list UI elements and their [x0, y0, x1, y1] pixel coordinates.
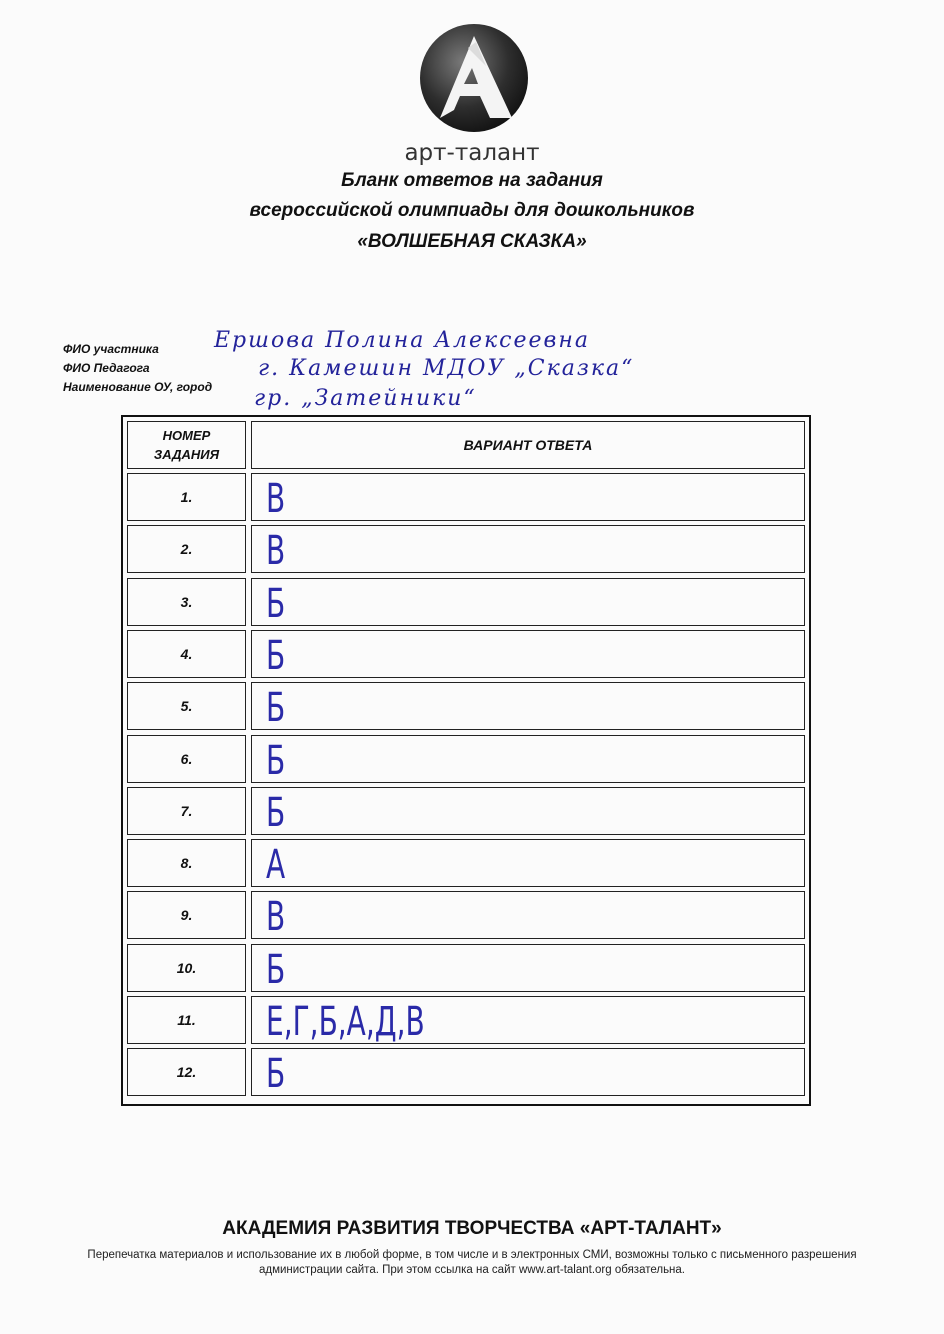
table-row: [123, 682, 809, 734]
table-row: [123, 996, 809, 1048]
task-number-cell: 8.: [127, 839, 246, 887]
answer-cell[interactable]: [251, 944, 805, 992]
table-row: [123, 891, 809, 943]
participant-name-handwritten: Ершова Полина Алексеевна: [214, 328, 590, 353]
answer-cell[interactable]: [251, 839, 805, 887]
title-line-3: «ВОЛШЕБНАЯ СКАЗКА»: [357, 231, 587, 252]
answer-cell[interactable]: [251, 735, 805, 783]
handwritten-answer: В: [266, 476, 286, 522]
table-row: [123, 473, 809, 525]
table-row: [123, 1048, 809, 1100]
task-number-cell: 1.: [127, 473, 246, 521]
handwritten-answer: Б: [266, 685, 286, 732]
task-number-cell: 10.: [127, 944, 246, 992]
task-number-cell: 7.: [127, 787, 246, 835]
answer-cell[interactable]: [251, 682, 805, 730]
handwritten-answer: В: [266, 528, 286, 575]
answer-table: [121, 415, 811, 1106]
table-row: [123, 525, 809, 577]
handwritten-answer: Б: [266, 789, 286, 836]
participant-label: ФИО участника: [63, 342, 159, 356]
handwritten-answer: Б: [266, 580, 286, 627]
header-number-line-1: НОМЕР: [162, 428, 211, 443]
footer-title: АКАДЕМИЯ РАЗВИТИЯ ТВОРЧЕСТВА «АРТ-ТАЛАНТ»: [222, 1218, 722, 1239]
answer-cell[interactable]: [251, 630, 805, 678]
table-row: [123, 578, 809, 630]
task-number-cell: 11.: [127, 996, 246, 1044]
brand-name: арт-талант: [404, 140, 540, 166]
handwritten-answer: Б: [266, 632, 286, 679]
handwritten-answer: В: [266, 894, 286, 941]
school-handwritten: г. Камешин МДОУ „Сказка“: [258, 356, 635, 381]
answer-cell[interactable]: [251, 578, 805, 626]
title-line-1: Бланк ответов на задания: [341, 170, 603, 191]
answer-cell[interactable]: [251, 1048, 805, 1096]
handwritten-answer: Б: [266, 946, 286, 993]
task-number-cell: 3.: [127, 578, 246, 626]
task-number-cell: 4.: [127, 630, 246, 678]
task-number-cell: 2.: [127, 525, 246, 573]
table-row: [123, 630, 809, 682]
footer-text: Перепечатка материалов и использование их в любой форме, в том числе и в электронных СМИ, возможны только с письменного разрешения администрации сайта. При этом ссылка на сайт www.art-talant.org обязательна.: [87, 1249, 857, 1276]
teacher-label: ФИО Педагога: [63, 361, 150, 375]
table-row: [123, 839, 809, 891]
task-number-cell: 9.: [127, 891, 246, 939]
header-answer-cell: ВАРИАНТ ОТВЕТА: [251, 421, 805, 469]
handwritten-answer: Б: [266, 737, 286, 784]
title-line-2: всероссийской олимпиады для дошкольников: [249, 200, 695, 221]
task-number-cell: 5.: [127, 682, 246, 730]
table-row: [123, 944, 809, 996]
answer-cell[interactable]: [251, 787, 805, 835]
table-row: [123, 735, 809, 787]
answer-cell[interactable]: [251, 473, 805, 521]
header-number-cell: [127, 421, 246, 469]
group-handwritten: гр. „Затейники“: [254, 386, 477, 411]
art-talant-logo-icon: [418, 22, 530, 134]
answer-cell[interactable]: [251, 996, 805, 1044]
school-label: Наименование ОУ, город: [63, 380, 213, 394]
task-number-cell: 6.: [127, 735, 246, 783]
table-header-row: [123, 421, 809, 473]
handwritten-answer: Б: [266, 1051, 286, 1098]
table-row: [123, 787, 809, 839]
answer-cell[interactable]: [251, 525, 805, 573]
header-number-line-2: ЗАДАНИЯ: [153, 447, 220, 462]
task-number-cell: 12.: [127, 1048, 246, 1096]
handwritten-answer: А: [266, 842, 286, 889]
answer-cell[interactable]: [251, 891, 805, 939]
handwritten-answer: Е,Г,Б,А,Д,В: [266, 999, 425, 1045]
form-labels: [63, 340, 212, 397]
